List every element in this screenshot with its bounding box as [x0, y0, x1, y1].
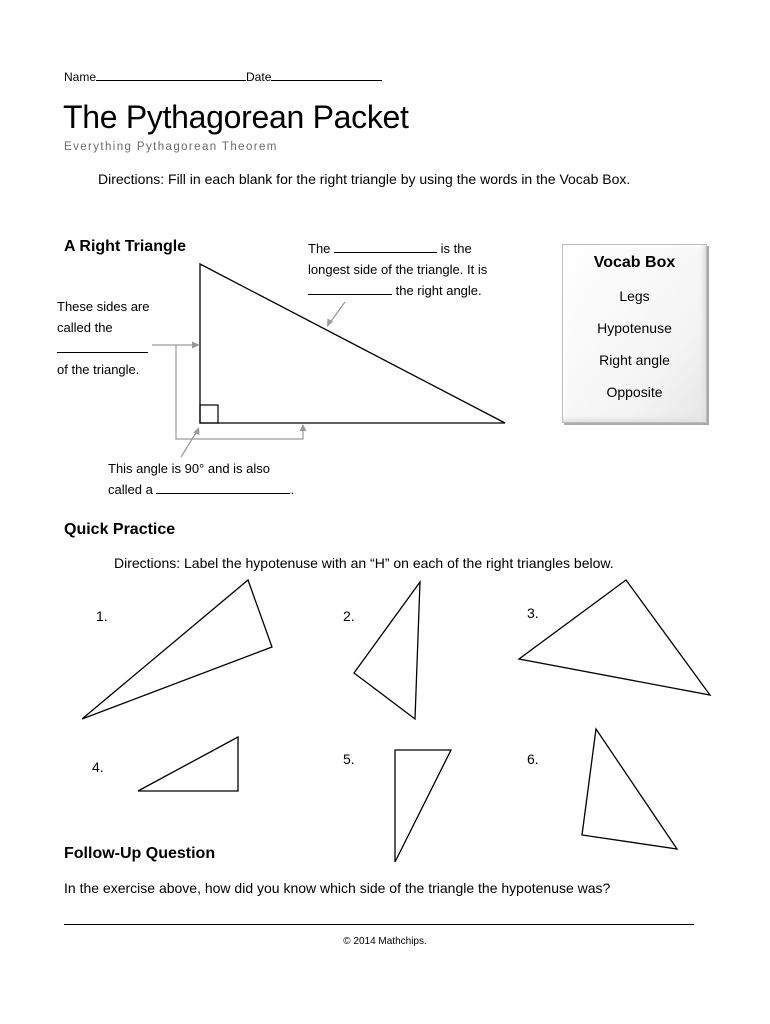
directions-fill-in: Directions: Fill in each blank for the right triangle by using the words in the Vocab Box.: [98, 171, 631, 187]
vocab-item-hypotenuse: Hypotenuse: [597, 320, 672, 336]
footer-copyright: © 2014 Mathchips.: [343, 936, 427, 947]
legs-arrowhead-right: [192, 342, 200, 349]
hyp-the: The: [308, 241, 331, 256]
directions-label-hypotenuse: Directions: Label the hypotenuse with an “H” on each of the right triangles below.: [114, 555, 614, 571]
practice-label-3: 3.: [527, 605, 539, 621]
legs-bracket-arrow: [152, 345, 303, 439]
right-angle-marker: [200, 405, 218, 423]
hyp-line-2: longest side of the triangle. It is: [308, 262, 488, 277]
page-title: The Pythagorean Packet: [63, 99, 409, 135]
legs-line-4: of the triangle.: [57, 362, 140, 377]
practice-triangle-2: [354, 582, 420, 719]
practice-triangle-5: [395, 750, 451, 862]
hyp-is-the: is the: [440, 241, 472, 256]
angle-line-1: This angle is 90° and is also: [108, 461, 271, 476]
hyp-the-right-angle: the right angle.: [395, 283, 482, 298]
legs-line-1: These sides are: [57, 299, 150, 314]
practice-label-6: 6.: [527, 751, 539, 767]
section-heading-follow-up: Follow-Up Question: [64, 845, 216, 862]
angle-called-a: called a: [108, 482, 153, 497]
follow-up-question: In the exercise above, how did you know which side of the triangle the hypotenuse was?: [64, 880, 611, 896]
vocab-item-opposite: Opposite: [606, 384, 663, 400]
section-heading-right-triangle: A Right Triangle: [64, 238, 187, 255]
practice-triangle-1: [82, 580, 272, 719]
vocab-item-legs: Legs: [619, 288, 650, 304]
practice-triangle-4: [138, 737, 238, 791]
vocab-item-right-angle: Right angle: [599, 352, 670, 368]
practice-label-2: 2.: [343, 608, 355, 624]
answer-line[interactable]: [64, 924, 694, 925]
practice-triangle-3: [519, 580, 710, 695]
vocab-box-title: Vocab Box: [593, 254, 676, 271]
angle-arrowhead: [194, 427, 200, 435]
main-right-triangle: [200, 264, 505, 423]
legs-arrowhead-up: [300, 424, 307, 431]
practice-label-5: 5.: [343, 751, 355, 767]
page-subtitle: Everything Pythagorean Theorem: [64, 141, 278, 153]
practice-label-4: 4.: [92, 759, 104, 775]
angle-period: .: [290, 482, 295, 497]
name-label: Name: [64, 70, 97, 84]
legs-line-2: called the: [57, 320, 113, 335]
angle-pointer-arrow: [181, 431, 197, 457]
practice-label-1: 1.: [96, 608, 108, 624]
section-heading-quick-practice: Quick Practice: [64, 521, 176, 538]
date-label: Date: [246, 70, 272, 84]
practice-triangle-6: [582, 729, 677, 849]
